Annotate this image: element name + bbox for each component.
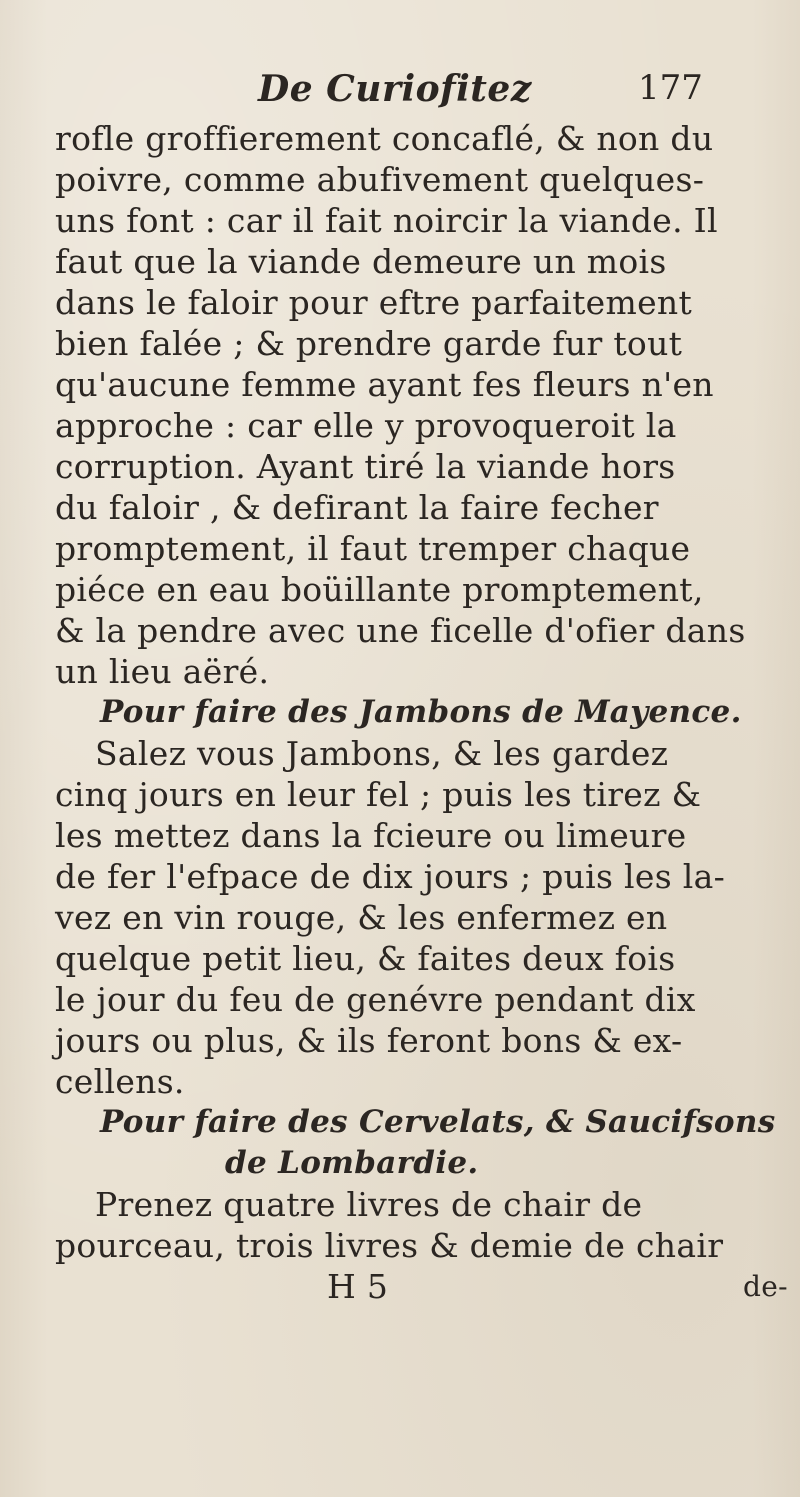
running-title: De Curiofitez bbox=[258, 68, 532, 110]
text-line: & la pendre avec une ficelle d'ofier dans bbox=[55, 611, 746, 650]
text-line: rofle groffierement concaflé, & non du bbox=[55, 119, 714, 158]
text-line: du faloir , & defirant la faire fecher bbox=[55, 488, 659, 527]
text-line: le jour du feu de genévre pendant dix bbox=[55, 980, 696, 1019]
text-line: Prenez quatre livres de chair de bbox=[95, 1185, 643, 1224]
catchword: de- bbox=[743, 1270, 788, 1303]
text-line: corruption. Ayant tiré la viande hors bbox=[55, 447, 676, 486]
text-line: les mettez dans la fcieure ou limeure bbox=[55, 816, 687, 855]
section-heading-jambons: Pour faire des Jambons de Mayence. bbox=[100, 694, 742, 730]
text-line: promptement, il faut tremper chaque bbox=[55, 529, 691, 568]
text-line: de fer l'efpace de dix jours ; puis les la- bbox=[55, 857, 726, 896]
text-line: pourceau, trois livres & demie de chair bbox=[55, 1226, 724, 1265]
section-heading-cervelats-cont: de Lombardie. bbox=[225, 1145, 479, 1181]
text-line: quelque petit lieu, & faites deux fois bbox=[55, 939, 676, 978]
text-line: vez en vin rouge, & les enfermez en bbox=[55, 898, 668, 937]
text-line: jours ou plus, & ils feront bons & ex- bbox=[55, 1021, 683, 1060]
text-line: cellens. bbox=[55, 1062, 185, 1101]
text-line: faut que la viande demeure un mois bbox=[55, 242, 667, 281]
text-line: dans le faloir pour eftre parfaitement bbox=[55, 283, 693, 322]
running-head bbox=[0, 68, 800, 114]
page-number: 177 bbox=[638, 68, 703, 108]
text-block bbox=[55, 118, 788, 1307]
text-line: poivre, comme abufivement quelques- bbox=[55, 160, 705, 199]
text-line: Salez vous Jambons, & les gardez bbox=[95, 734, 669, 773]
text-line: bien falée ; & prendre garde fur tout bbox=[55, 324, 683, 363]
text-line: approche : car elle y provoqueroit la bbox=[55, 406, 677, 445]
text-line: piéce en eau boüillante promptement, bbox=[55, 570, 704, 609]
section-heading-cervelats: Pour faire des Cervelats, & Saucifsons bbox=[100, 1104, 776, 1140]
text-line: cinq jours en leur fel ; puis les tirez & bbox=[55, 775, 702, 814]
page-footer bbox=[55, 1266, 788, 1307]
text-line: un lieu aëré. bbox=[55, 652, 270, 691]
signature-mark: H 5 bbox=[327, 1267, 389, 1306]
text-line: uns font : car il fait noircir la viande. Il bbox=[55, 201, 718, 240]
text-line: qu'aucune femme ayant fes fleurs n'en bbox=[55, 365, 714, 404]
